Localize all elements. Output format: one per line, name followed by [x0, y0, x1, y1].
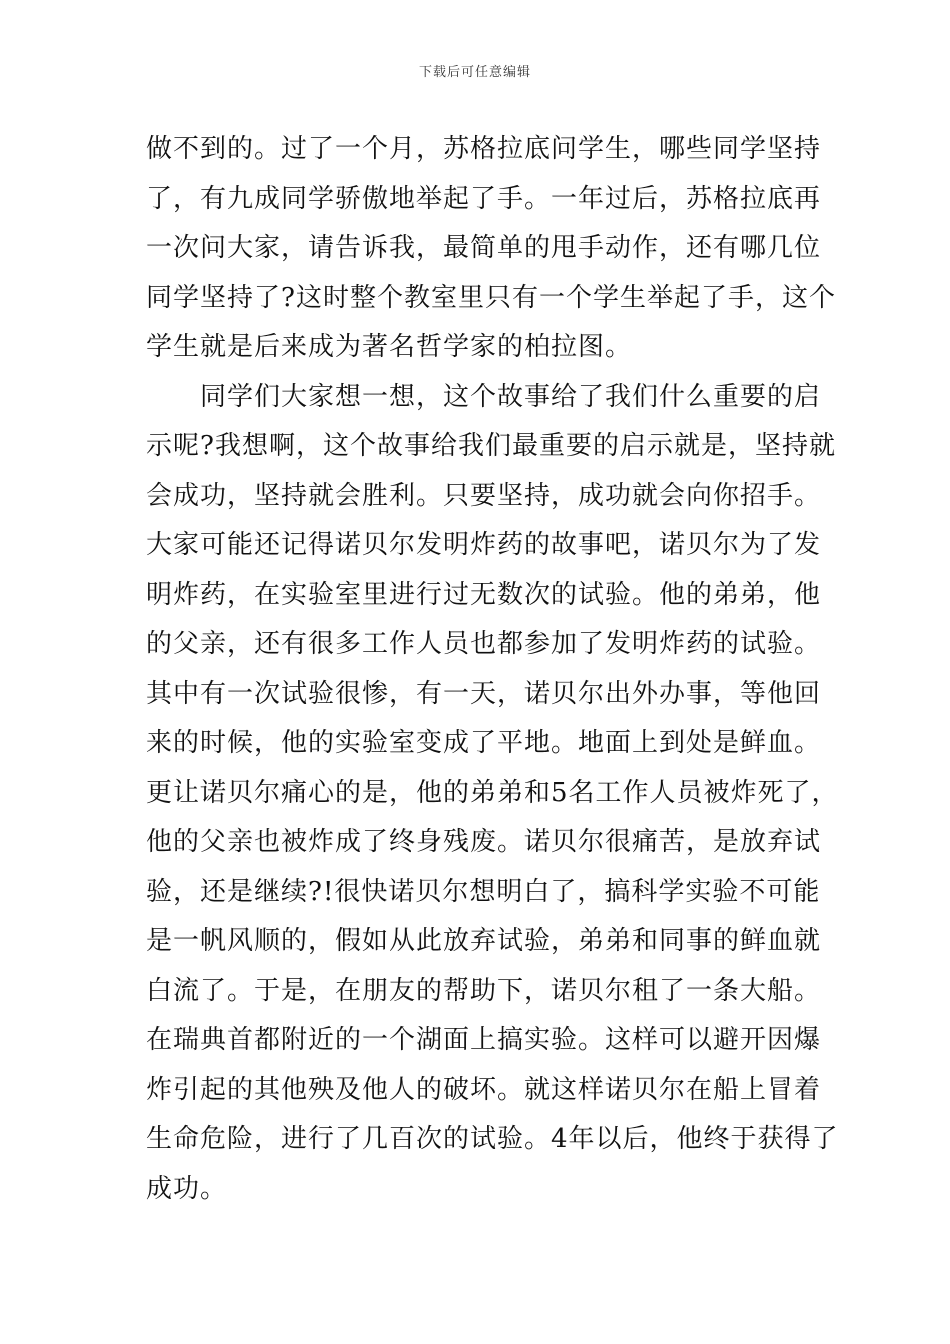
text-line: 做不到的。过了一个月，苏格拉底问学生，哪些同学坚持 [146, 134, 822, 164]
text-line: 一次问大家，请告诉我，最简单的甩手动作，还有哪几位 [146, 233, 822, 263]
text-line: 同学坚持了?这时整个教室里只有一个学生举起了手，这个 [146, 282, 836, 313]
text-line: 成功。 [146, 1173, 228, 1204]
text-line: 了，有九成同学骄傲地举起了手。一年过后，苏格拉底再 [146, 183, 822, 214]
text-line: 大家可能还记得诺贝尔发明炸药的故事吧，诺贝尔为了发 [146, 530, 822, 560]
text-line: 来的时候，他的实验室变成了平地。地面上到处是鲜血。 [146, 728, 822, 758]
text-line: 是一帆风顺的，假如从此放弃试验，弟弟和同事的鲜血就 [146, 926, 822, 956]
text-line: 验，还是继续?!很快诺贝尔想明白了，搞科学实验不可能 [146, 876, 821, 907]
text-line: 炸引起的其他殃及他人的破坏。就这样诺贝尔在船上冒着 [146, 1074, 822, 1105]
text-line: 学生就是后来成为著名哲学家的柏拉图。 [146, 332, 633, 362]
text-line: 的父亲，还有很多工作人员也都参加了发明炸药的试验。 [146, 629, 822, 659]
text-line: 他的父亲也被炸成了终身残废。诺贝尔很痛苦，是放弃试 [146, 827, 822, 857]
text-line: 生命危险，进行了几百次的试验。4年以后，他终于获得了 [146, 1124, 839, 1154]
text-line: 其中有一次试验很惨，有一天，诺贝尔出外办事，等他回 [146, 678, 822, 709]
text-line: 明炸药，在实验室里进行过无数次的试验。他的弟弟，他 [146, 579, 822, 610]
paragraph-first-line: 同学们大家想一想，这个故事给了我们什么重要的启 [200, 381, 822, 412]
page-header: 下载后可任意编辑 [418, 65, 531, 80]
text-line: 更让诺贝尔痛心的是，他的弟弟和5名工作人员被炸死了， [146, 777, 839, 808]
text-line: 会成功，坚持就会胜利。只要坚持，成功就会向你招手。 [146, 480, 822, 511]
document-body [146, 125, 839, 1214]
text-line: 白流了。于是，在朋友的帮助下，诺贝尔租了一条大船。 [146, 975, 822, 1006]
text-line: 示呢?我想啊，这个故事给我们最重要的启示就是，坚持就 [146, 431, 836, 461]
text-line: 在瑞典首都附近的一个湖面上搞实验。这样可以避开因爆 [146, 1025, 822, 1055]
